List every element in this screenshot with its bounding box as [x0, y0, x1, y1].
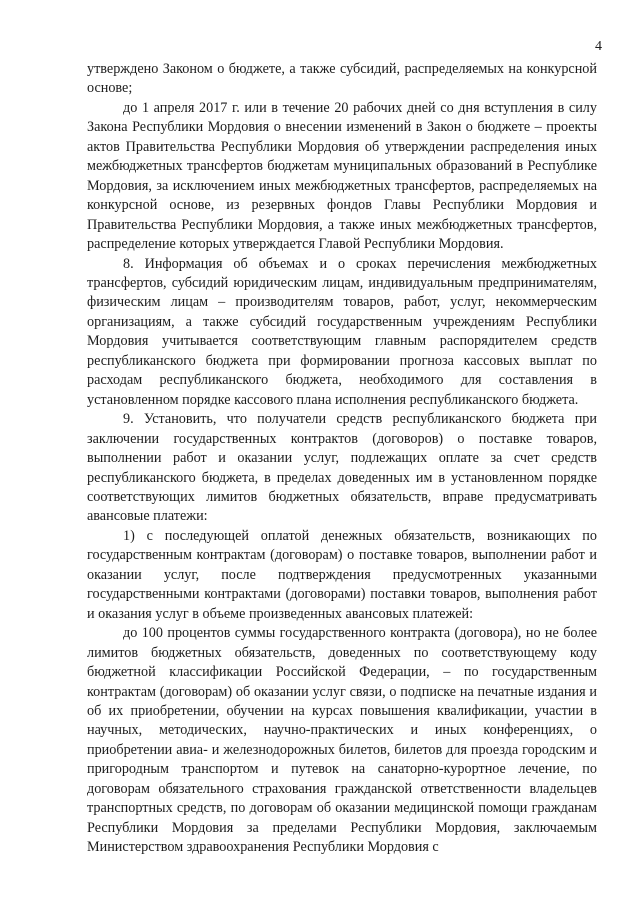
page-number: 4 [595, 39, 602, 54]
paragraph-continuation: утверждено Законом о бюджете, а также субсидий, распределяемых на конкурсной основе; [87, 61, 597, 97]
paragraph-clause-8: 8. Информация об объемах и о сроках перечисления межбюджетных трансфертов, субсидий юридическим лицам, индивидуальным предпринимателям, физическим лицам – производителям товаров, работ, услуг, некоммерческим организациям, а также субсидий государственным учреждениям Республики Мордовия учитывается соответствующим главным распорядителем средств республиканского бюджета при формировании прогноза кассовых выплат по расходам республиканского бюджета, необходимого для составления в установленном порядке кассового плана исполнения республиканского бюджета. [87, 255, 597, 408]
paragraph-advance-100-percent: до 100 процентов суммы государственного контракта (договора), но не более лимитов бюджетных обязательств, доведенных по соответствующему коду бюджетной классификации Российской Федерации, – по государственным контрактам (договорам) об оказании услуг связи, о подписке на печатные издания и об их приобретении, обучении на курсах повышения квалификации, участии в научных, методических, научно-практических и иных конференциях, о приобретении авиа- и железнодорожных билетов, билетов для проезда городским и пригородным транспортом и путевок на санаторно-курортное лечение, по договорам обязательного страхования гражданской ответственности владельцев транспортных средств, по договорам об оказании медицинской помощи гражданам Республики Мордовия за пределами Республики Мордовия, заключаемым Министерством здравоохранения Республики Мордовия с [87, 625, 597, 856]
paragraph-deadline-april: до 1 апреля 2017 г. или в течение 20 рабочих дней со дня вступления в силу Закона Республики Мордовия о внесении изменений в Закон о бюджете – проекты актов Правительства Республики Мордовия об утверждении распределения иных межбюджетных трансфертов бюджетам муниципальных образований в Республике Мордовия, за исключением иных межбюджетных трансфертов, распределяемых на конкурсной основе, из резервных фондов Главы Республики Мордовия и Правительства Республики Мордовия, а также иных межбюджетных трансфертов, распределение которых утверждается Главой Республики Мордовия. [87, 99, 597, 253]
paragraph-clause-9: 9. Установить, что получатели средств республиканского бюджета при заключении государственных контрактов (договоров) о поставке товаров, выполнении работ и оказании услуг, подлежащих оплате за счет средств республиканского бюджета, в пределах доведенных им в установленном порядке соответствующих лимитов бюджетных обязательств, вправе предусматривать авансовые платежи: [87, 411, 597, 525]
document-body [87, 60, 597, 858]
paragraph-subclause-1: 1) с последующей оплатой денежных обязательств, возникающих по государственным контрактам (договорам) о поставке товаров, выполнении работ и оказании услуг, после подтверждения предусмотренных указанными государственными контрактами (договорами) поставки товаров, выполнения работ и оказания услуг в объеме произведенных авансовых платежей: [87, 527, 597, 622]
